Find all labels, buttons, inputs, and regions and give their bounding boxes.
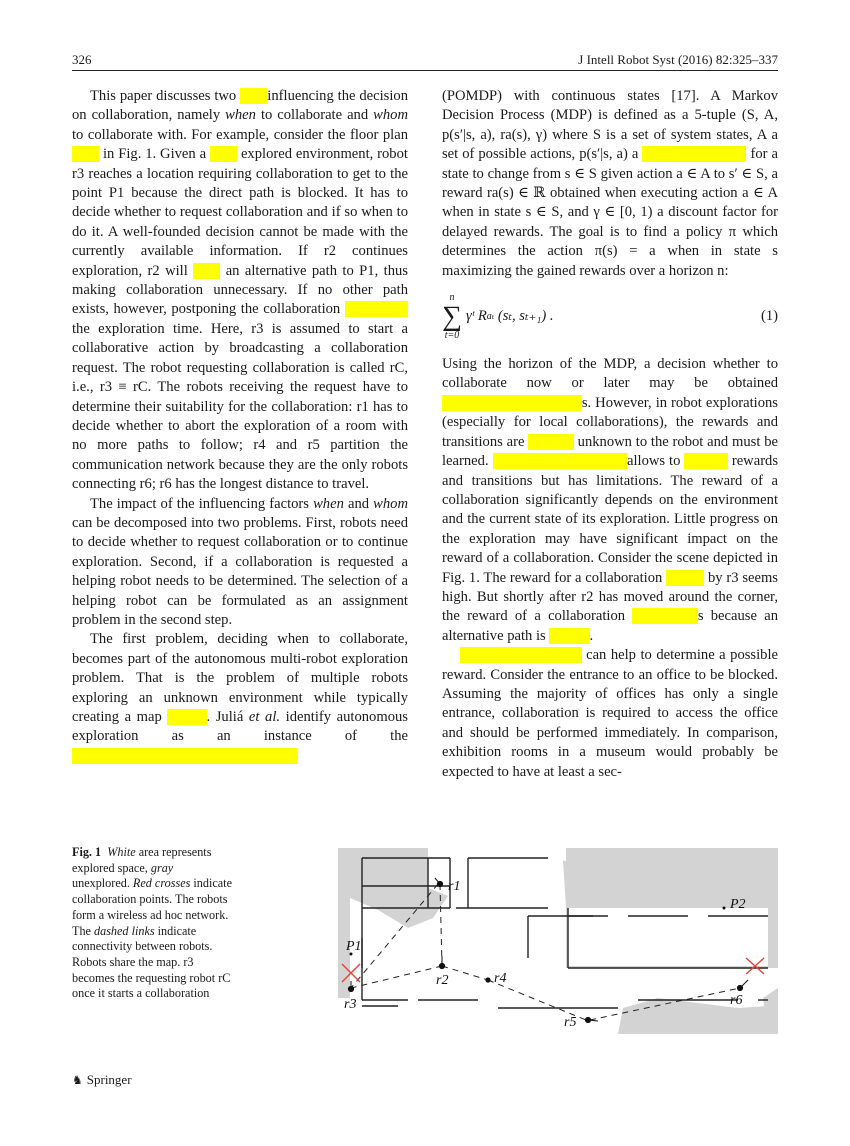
figure-caption: Fig. 1 White area represents explored space, gray unexplored. Red crosses indicate collaboration points. The robots form a wireless ad hoc network. The dashed links indicate connectivity between robots. Robots share the map. r3 becomes the requesting robot rC once it starts a collaboration: [72, 845, 232, 1001]
left-column: [72, 87, 408, 766]
highlight: [549, 628, 589, 644]
point-p2: [723, 907, 726, 910]
equation-body: n ∑ t=0 γᵗ R aₜ (sₜ, sₜ₊₁) .: [442, 292, 554, 342]
label-r4: r4: [494, 971, 507, 986]
label-r5: r5: [564, 1015, 577, 1030]
highlight: [193, 263, 220, 279]
highlight: [460, 647, 582, 663]
label-r3: r3: [344, 997, 357, 1012]
highlight: [684, 453, 728, 469]
highlight: [442, 395, 582, 411]
springer-horse-icon: ♞: [72, 1072, 83, 1087]
paragraph: (POMDP) with continuous states [17]. A Markov Decision Process (MDP) is defined as a 5-tuple (S, A, p(s′|s, a), ra(s), γ) where S is a set of system states, A a set of possible actions, p(s′|s, a) a for a state to change from s ∈ S given action a ∈ A to s′ ∈ S, a reward ra(s) ∈ ℝ obtained when executing action a ∈ A when in state s ∈ S, and γ ∈ [0, 1) a discount factor for delayed rewards. The goal is to find a policy π which determines the action π(s) = a when in state s maximizing the gained rewards over a horizon n:: [442, 88, 778, 279]
page-footer: [72, 1072, 132, 1088]
label-r1: r1: [448, 879, 461, 894]
header-rule: [72, 70, 778, 71]
robot-r5: [585, 1017, 598, 1022]
highlight: [528, 434, 574, 450]
paragraph: Using the horizon of the MDP, a decision whether to collaborate now or later may be obtained s. However, in robot explorations (especially for local collaborations), the rewards and transitions are unknown to the robot and must be learned. allows to rewards and transitions but has limitations. The reward of a collaboration significantly depends on the environment and the current state of its exploration. Little progress on the exploration may have significant impact on the reward of a collaboration. Consider the scene depicted in Fig. 1. The reward for a collaboration by r3 seems high. But shortly after r2 has moved around the corner, the reward of a collaboration s because an alternative path is .: [442, 356, 779, 644]
paragraph: The first problem, deciding when to collaborate, becomes part of the autonomous multi-robot exploration problem. That is the problem of multiple robots exploring an unknown environment while typically creating a map . Juliá et al. identify autonomous exploration as an instance of the: [72, 630, 408, 766]
label-r6: r6: [730, 993, 743, 1008]
highlight: [240, 88, 267, 104]
highlight: [642, 146, 746, 162]
equation-number: (1): [760, 308, 778, 325]
highlight: [493, 453, 627, 469]
highlight: [72, 748, 298, 764]
robot-r2: [439, 956, 444, 969]
highlight: [345, 301, 408, 317]
label-r2: r2: [436, 973, 449, 988]
journal-reference: J Intell Robot Syst (2016) 82:325–337: [578, 52, 778, 67]
paragraph: The impact of the influencing factors when and whom can be decomposed into two problems. First, robots need to decide whether to request collaboration or to continue exploration. Second, if a collaboration is requested a helping robot needs to be determined. The selection of a helping robot can be formulated as an assignment problem in the second step.: [72, 495, 409, 628]
highlight: [72, 146, 99, 162]
robot-r4: [485, 977, 490, 982]
highlight: [632, 608, 697, 624]
floor-plan-figure: [338, 838, 778, 1034]
paragraph: can help to determine a possible reward. Consider the entrance to an office to be blocked. Assuming the majority of offices has only a single entrance, collaboration is required to access the office and should be performed immediately. In comparison, exhibition rooms in a museum would probably be expected to have at least a sec-: [442, 647, 778, 780]
publisher-name: Springer: [86, 1072, 132, 1087]
label-p1: P1: [346, 939, 362, 954]
right-column: [442, 87, 778, 782]
label-p2: P2: [730, 897, 746, 912]
summation-symbol: n ∑ t=0: [442, 292, 462, 342]
highlight: [210, 146, 237, 162]
highlight: [167, 709, 206, 725]
explored-interior: [568, 908, 768, 966]
equation-1: [442, 288, 778, 346]
page-number: 326: [72, 52, 92, 67]
robot-r6: [737, 980, 748, 991]
paragraph: This paper discusses two influencing the decision on collaboration, namely when to collaborate and whom to collaborate with. For example, consider the floor plan in Fig. 1. Given a explored environment, robot r3 reaches a location requiring collaboration to get to the point P1 because the direct path is blocked. It has to decide whether to request collaboration and if so when to do it. A well-founded decision cannot be made with the currently available information. If r2 continues exploration, r2 will an alternative path to P1, thus making collaboration unnecessary. If no other path exists, however, postponing the collaboration the exploration time. Here, r3 is assumed to start a collaborative action by broadcasting a collaboration request. The robot requesting collaboration is called rC, i.e., r3 ≡ rC. The robots receiving the request have to determine their suitability for the collaboration: r1 has to decide whether to abort the exploration of a room with no more paths to follow; r4 and r5 partition the communication network because they are the only robots connecting r6; r6 has the longest distance to travel.: [72, 88, 408, 493]
highlight: [666, 570, 704, 586]
